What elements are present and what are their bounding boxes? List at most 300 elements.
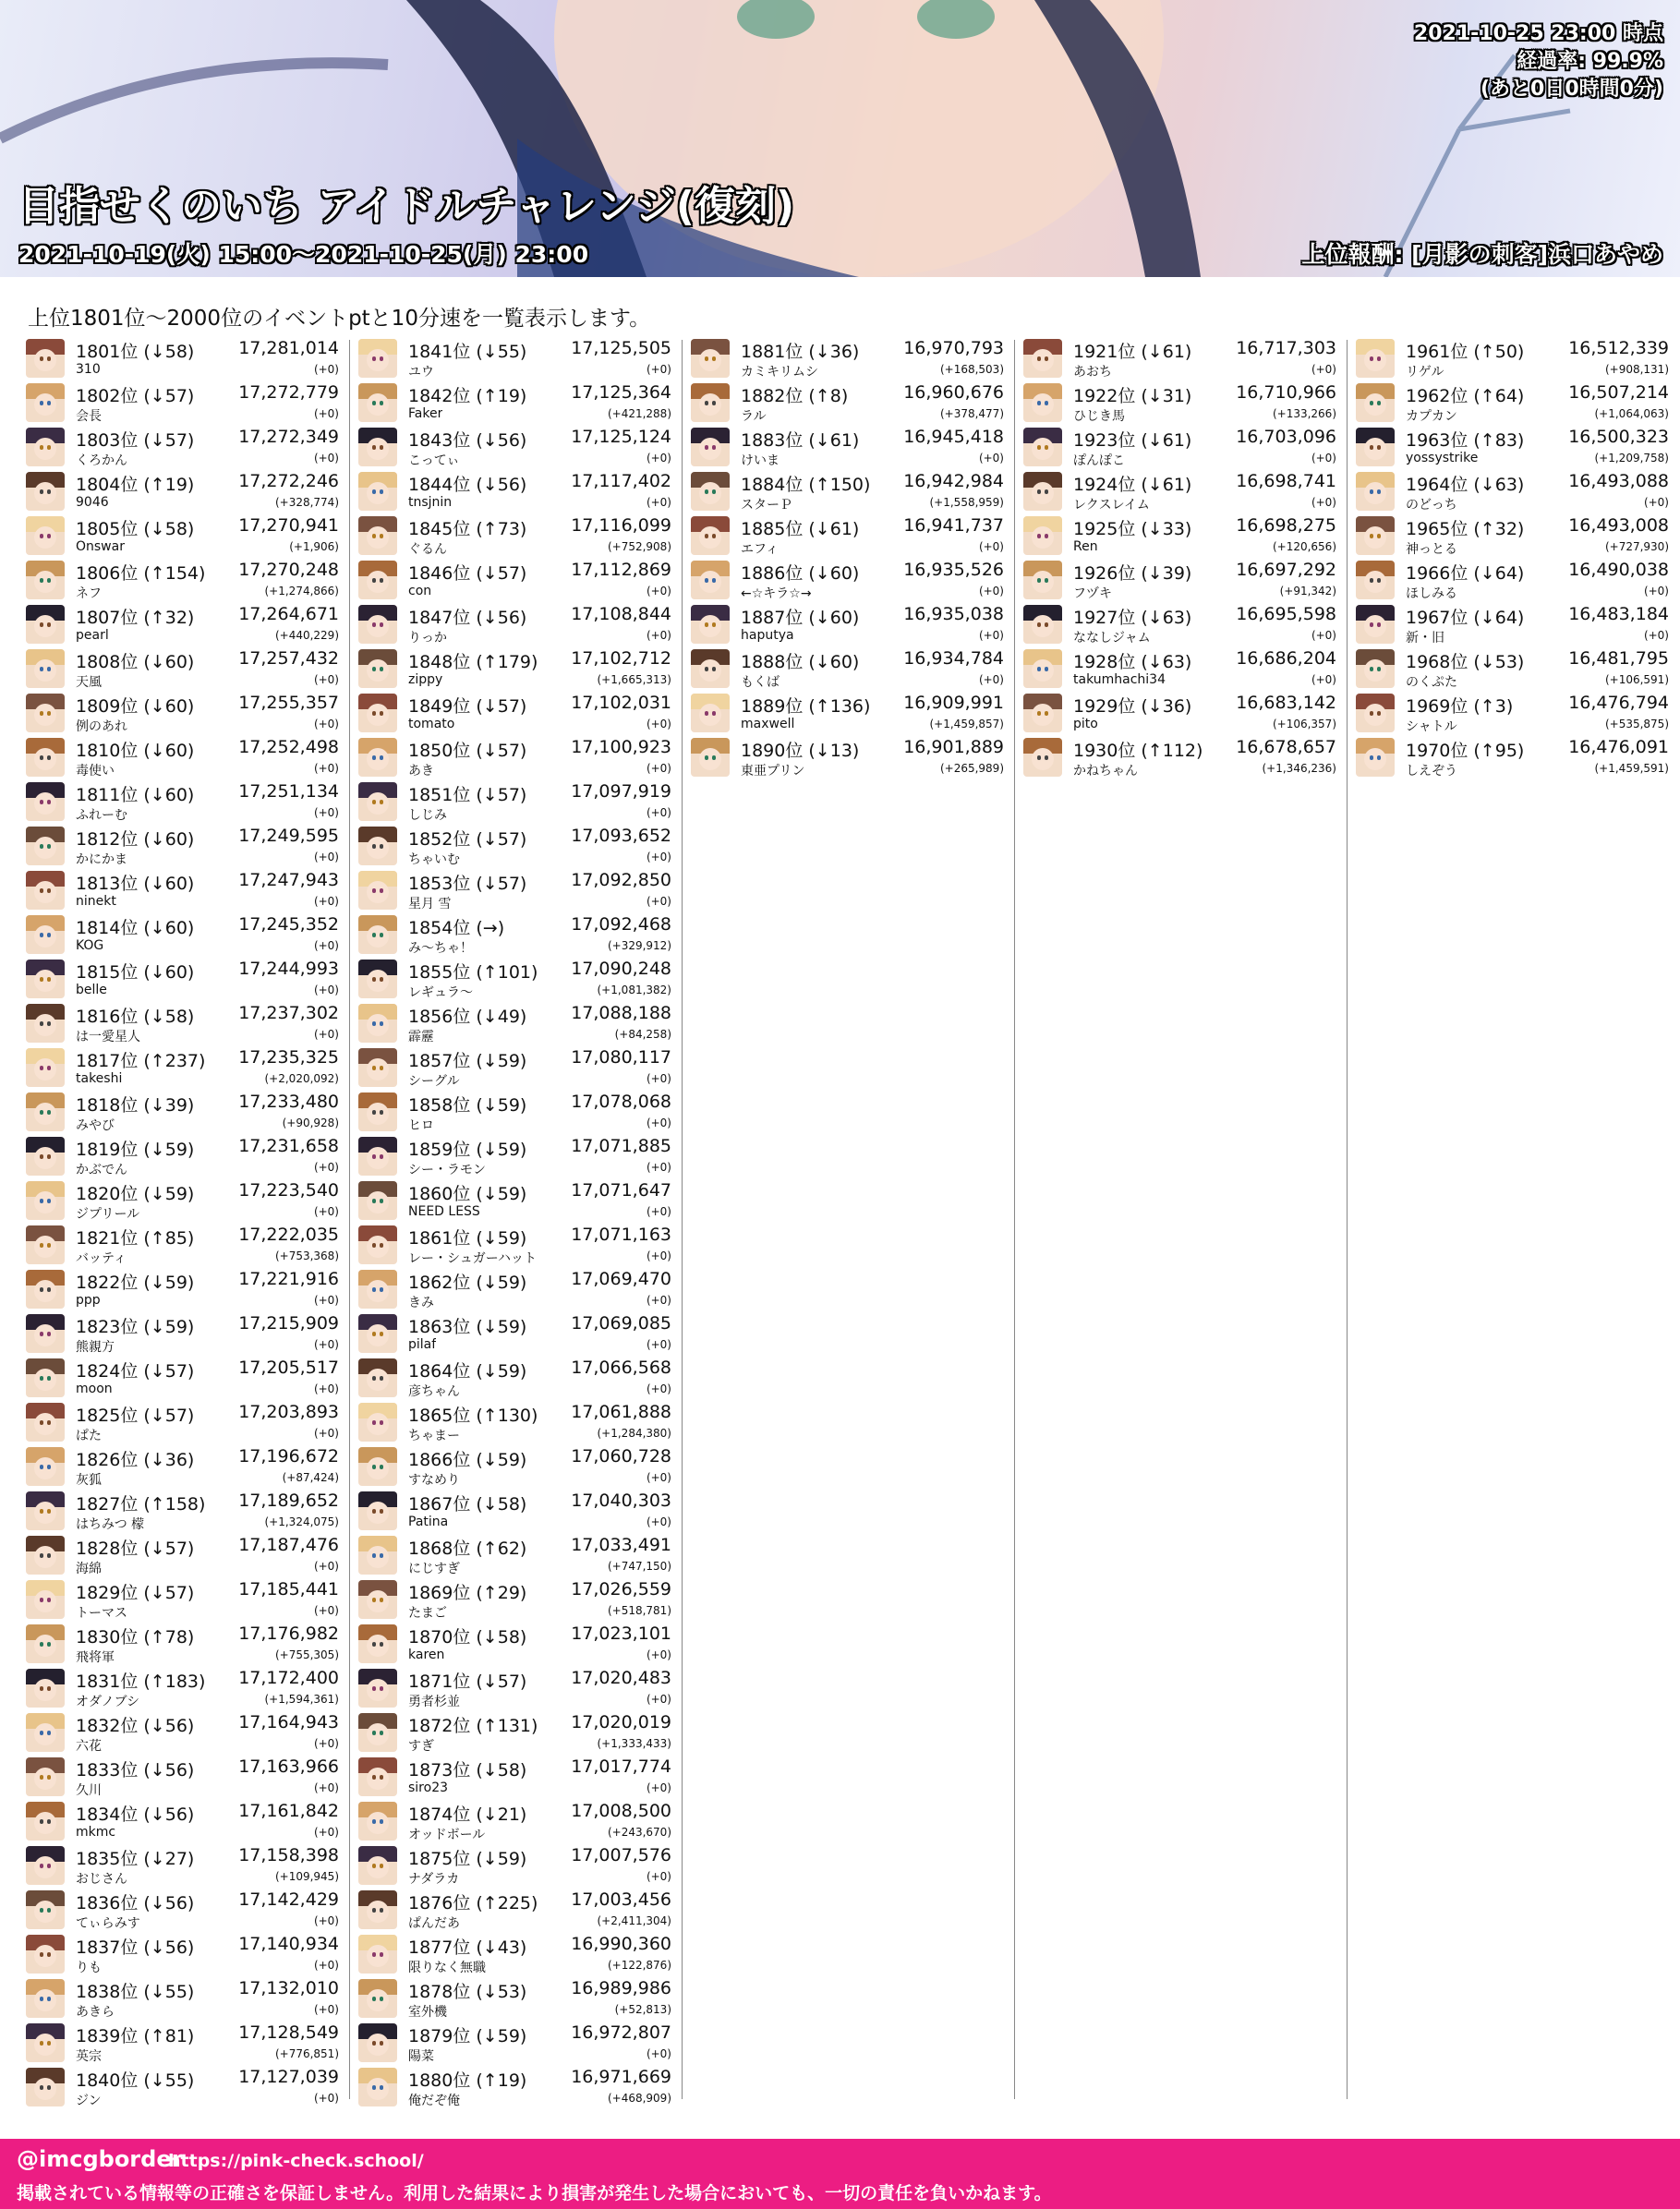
avatar-eye [1370, 755, 1373, 760]
idol-avatar [26, 2068, 65, 2106]
event-points: 17,003,456 [571, 1889, 671, 1910]
event-points: 17,172,400 [238, 1668, 339, 1688]
rank-label: 1804位 (↑19) [76, 475, 195, 495]
ten-minute-speed: (+1,459,857) [929, 718, 1004, 730]
rank-label: 1855位 (↑101) [408, 962, 538, 983]
avatar-eye [372, 800, 376, 804]
player-name: 陽菜 [408, 2049, 434, 2064]
avatar-eye [47, 1997, 51, 2001]
ten-minute-speed: (+518,781) [607, 1604, 671, 1617]
avatar-eye [47, 977, 51, 982]
event-points: 17,116,099 [571, 515, 671, 536]
avatar-eye [1370, 578, 1373, 583]
idol-avatar [26, 383, 65, 422]
ranking-entry [358, 1178, 677, 1223]
avatar-eye [47, 888, 51, 893]
avatar-eye [705, 401, 708, 405]
player-name: 毒使い [76, 764, 115, 779]
idol-avatar [358, 1713, 397, 1752]
player-name: zippy [408, 672, 443, 687]
idol-avatar [358, 1580, 397, 1619]
avatar-face [367, 1546, 389, 1568]
idol-avatar [358, 383, 397, 422]
avatar-eye [705, 622, 708, 627]
ten-minute-speed: (+0) [1643, 496, 1669, 509]
event-points: 17,069,470 [571, 1269, 671, 1289]
avatar-eye [380, 2041, 383, 2046]
idol-avatar [358, 1536, 397, 1575]
avatar-eye [47, 1332, 51, 1336]
avatar-eye [372, 1199, 376, 1203]
event-points: 16,909,991 [903, 693, 1004, 713]
ten-minute-speed: (+0) [646, 452, 671, 465]
avatar-eye [712, 401, 716, 405]
rank-label: 1866位 (↓59) [408, 1450, 527, 1470]
avatar-eye [372, 356, 376, 361]
avatar-face [1032, 482, 1054, 504]
ten-minute-speed: (+0) [646, 496, 671, 509]
ranking-entry [26, 1577, 344, 1622]
rank-label: 1849位 (↓57) [408, 696, 527, 717]
avatar-eye [705, 667, 708, 671]
event-points: 17,163,966 [238, 1756, 339, 1777]
account-handle[interactable]: @imcgborder [17, 2146, 183, 2172]
idol-avatar [26, 2023, 65, 2062]
player-name: リゲル [1406, 365, 1444, 380]
avatar-eye [1045, 489, 1048, 494]
avatar-eye [705, 711, 708, 716]
idol-avatar [358, 1181, 397, 1220]
avatar-eye [1037, 356, 1041, 361]
rank-label: 1810位 (↓60) [76, 741, 195, 761]
avatar-eye [380, 534, 383, 538]
avatar-eye [47, 622, 51, 627]
ranking-entry [358, 1356, 677, 1400]
ranking-entry [1356, 425, 1674, 469]
avatar-eye [372, 1553, 376, 1558]
avatar-eye [380, 711, 383, 716]
ten-minute-speed: (+0) [646, 1870, 671, 1883]
avatar-eye [1370, 401, 1373, 405]
avatar-eye [380, 888, 383, 893]
rank-label: 1856位 (↓49) [408, 1007, 527, 1027]
avatar-eye [40, 933, 43, 937]
rank-label: 1819位 (↓59) [76, 1140, 195, 1160]
event-points: 16,490,038 [1568, 560, 1669, 580]
avatar-face [34, 1502, 56, 1524]
event-points: 17,237,302 [238, 1003, 339, 1023]
rank-label: 1886位 (↓60) [741, 563, 860, 584]
avatar-eye [47, 1775, 51, 1780]
avatar-eye [40, 1465, 43, 1469]
event-points: 16,941,737 [903, 515, 1004, 536]
ten-minute-speed: (+106,591) [1604, 673, 1669, 686]
ranking-column [26, 336, 344, 2109]
avatar-eye [380, 1775, 383, 1780]
rank-label: 1875位 (↓59) [408, 1849, 527, 1869]
ten-minute-speed: (+0) [646, 1693, 671, 1706]
avatar-eye [380, 1686, 383, 1691]
idol-avatar [358, 1669, 397, 1708]
event-points: 17,127,039 [238, 2067, 339, 2087]
rank-label: 1859位 (↓59) [408, 1140, 527, 1160]
ranking-entry [1356, 380, 1674, 425]
player-name: スターＰ [741, 498, 792, 513]
avatar-eye [712, 356, 716, 361]
player-name: NEED LESS [408, 1204, 480, 1219]
player-name: レギュラ〜 [408, 985, 473, 1000]
avatar-eye [372, 1420, 376, 1425]
avatar-face [34, 970, 56, 992]
avatar-eye [40, 1199, 43, 1203]
ten-minute-speed: (+1,209,758) [1594, 452, 1669, 465]
avatar-eye [705, 534, 708, 538]
rank-label: 1802位 (↓57) [76, 386, 195, 406]
rank-label: 1832位 (↓56) [76, 1716, 195, 1736]
event-points: 17,249,595 [238, 826, 339, 846]
idol-avatar [358, 1270, 397, 1309]
rank-label: 1854位 (→) [408, 918, 505, 938]
event-points: 17,088,188 [571, 1003, 671, 1023]
idol-avatar [358, 1314, 397, 1353]
event-points: 17,255,357 [238, 693, 339, 713]
event-points: 16,697,292 [1236, 560, 1336, 580]
player-name: エフィ [741, 542, 779, 557]
avatar-eye [47, 933, 51, 937]
player-name: ななしジャム [1073, 631, 1151, 646]
ranking-entry [358, 513, 677, 558]
avatar-face [34, 1945, 56, 1967]
ranking-entry [26, 1755, 344, 1799]
player-name: レクスレイム [1073, 498, 1150, 513]
avatar-eye [47, 1110, 51, 1115]
rank-label: 1839位 (↑81) [76, 2026, 195, 2046]
avatar-eye [380, 622, 383, 627]
ranking-entry [1023, 602, 1342, 646]
ten-minute-speed: (+0) [646, 1648, 671, 1661]
avatar-eye [1037, 534, 1041, 538]
idol-avatar [691, 339, 730, 378]
ranking-entry [358, 1489, 677, 1533]
ranking-entry [358, 1843, 677, 1888]
event-points: 17,140,934 [238, 1934, 339, 1954]
idol-avatar [358, 1048, 397, 1087]
ten-minute-speed: (+0) [313, 1427, 339, 1440]
avatar-eye [40, 1376, 43, 1381]
ranking-entry [26, 425, 344, 469]
time-remaining: (あと0日0時間0分) [1480, 78, 1663, 101]
idol-avatar [1023, 383, 1062, 422]
ten-minute-speed: (+421,288) [607, 407, 671, 420]
rank-label: 1811位 (↓60) [76, 785, 195, 805]
idol-avatar [358, 428, 397, 466]
avatar-face [1032, 393, 1054, 416]
avatar-face [34, 1014, 56, 1036]
rank-label: 1873位 (↓58) [408, 1760, 527, 1780]
event-points: 17,164,943 [238, 1712, 339, 1732]
avatar-eye [47, 1642, 51, 1647]
ten-minute-speed: (+87,424) [282, 1471, 339, 1484]
avatar-face [699, 482, 721, 504]
player-name: 勇者杉並 [408, 1695, 460, 1709]
event-points: 17,092,850 [571, 870, 671, 890]
column-divider [349, 340, 350, 2099]
player-name: りっか [408, 631, 447, 646]
avatar-eye [1370, 489, 1373, 494]
idol-avatar [1023, 605, 1062, 644]
avatar-face [699, 659, 721, 682]
player-name: くろかん [76, 453, 127, 468]
ranking-entry [1356, 691, 1674, 735]
event-points: 17,108,844 [571, 604, 671, 624]
event-points: 16,945,418 [903, 427, 1004, 447]
avatar-eye [40, 1997, 43, 2001]
event-points: 17,252,498 [238, 737, 339, 757]
avatar-eye [372, 1110, 376, 1115]
ten-minute-speed: (+1,594,361) [264, 1693, 339, 1706]
ten-minute-speed: (+0) [313, 1826, 339, 1839]
avatar-face [34, 1324, 56, 1346]
player-name: ジン [76, 2094, 102, 2108]
player-name: オダノブシ [76, 1695, 140, 1709]
rank-label: 1845位 (↑73) [408, 519, 527, 539]
event-points: 16,935,526 [903, 560, 1004, 580]
idol-avatar [26, 1314, 65, 1353]
avatar-eye [47, 1864, 51, 1868]
avatar-eye [47, 1243, 51, 1248]
event-points: 17,221,916 [238, 1269, 339, 1289]
avatar-eye [47, 578, 51, 583]
ranking-entry [26, 1267, 344, 1311]
ranking-entry [358, 1444, 677, 1489]
avatar-face [1364, 748, 1386, 770]
site-link[interactable]: https://pink-check.school/ [168, 2151, 424, 2171]
avatar-eye [40, 1553, 43, 1558]
avatar-eye [40, 1775, 43, 1780]
idol-avatar [1356, 516, 1395, 555]
player-name: かねちゃん [1073, 764, 1138, 779]
avatar-eye [47, 534, 51, 538]
event-points: 17,272,779 [238, 382, 339, 403]
player-name: pilaf [408, 1337, 437, 1352]
avatar-face [34, 1812, 56, 1834]
avatar-eye [47, 1066, 51, 1070]
avatar-eye [1037, 489, 1041, 494]
ranking-entry [26, 513, 344, 558]
avatar-eye [1037, 711, 1041, 716]
idol-avatar [1356, 694, 1395, 732]
rank-label: 1968位 (↓53) [1406, 652, 1525, 672]
avatar-face [34, 1590, 56, 1612]
avatar-face [34, 1635, 56, 1657]
event-points: 17,270,941 [238, 515, 339, 536]
avatar-eye [40, 534, 43, 538]
idol-avatar [26, 1092, 65, 1131]
avatar-eye [47, 1154, 51, 1159]
ten-minute-speed: (+0) [646, 1161, 671, 1174]
ten-minute-speed: (+1,906) [289, 540, 339, 553]
avatar-eye [380, 800, 383, 804]
event-points: 17,092,468 [571, 914, 671, 935]
avatar-eye [1045, 667, 1048, 671]
rank-label: 1806位 (↑154) [76, 563, 206, 584]
event-points: 16,972,807 [571, 2022, 671, 2043]
avatar-face [367, 970, 389, 992]
ranking-column [691, 336, 1009, 2109]
idol-avatar [26, 1447, 65, 1486]
avatar-face [34, 925, 56, 948]
rank-label: 1922位 (↓31) [1073, 386, 1192, 406]
avatar-eye [372, 1864, 376, 1868]
idol-avatar [1023, 516, 1062, 555]
avatar-face [34, 748, 56, 770]
ten-minute-speed: (+0) [1311, 363, 1336, 376]
avatar-eye [47, 1376, 51, 1381]
rank-label: 1833位 (↓56) [76, 1760, 195, 1780]
rank-label: 1921位 (↓61) [1073, 342, 1192, 362]
event-points: 16,683,142 [1236, 693, 1336, 713]
player-name: シーグル [408, 1074, 460, 1089]
ten-minute-speed: (+1,558,959) [929, 496, 1004, 509]
ranking-entry [26, 824, 344, 868]
player-name: maxwell [741, 717, 795, 731]
ten-minute-speed: (+0) [646, 1515, 671, 1528]
player-name: belle [76, 983, 107, 997]
idol-avatar [26, 1580, 65, 1619]
idol-avatar [358, 1890, 397, 1929]
avatar-face [367, 792, 389, 815]
avatar-eye [1370, 356, 1373, 361]
ranking-entry [358, 469, 677, 513]
avatar-face [367, 704, 389, 726]
ranking-entry [26, 1666, 344, 1710]
event-points: 17,196,672 [238, 1446, 339, 1467]
avatar-face [34, 1147, 56, 1169]
ranking-entry [1023, 691, 1342, 735]
player-name: ラル [741, 409, 767, 424]
avatar-eye [40, 1066, 43, 1070]
ranking-entry [358, 824, 677, 868]
avatar-eye [380, 667, 383, 671]
rank-label: 1821位 (↑85) [76, 1228, 195, 1249]
idol-avatar [358, 1225, 397, 1264]
avatar-eye [380, 1110, 383, 1115]
ranking-entry [358, 646, 677, 691]
ten-minute-speed: (+0) [1311, 673, 1336, 686]
event-points: 17,007,576 [571, 1845, 671, 1865]
player-name: てぃらみす [76, 1916, 140, 1931]
player-name: yossystrike [1406, 451, 1479, 465]
player-name: すなめり [408, 1473, 460, 1488]
ranking-entry [358, 1134, 677, 1178]
avatar-face [699, 704, 721, 726]
ranking-entry [691, 735, 1009, 779]
ranking-entry [26, 1444, 344, 1489]
idol-avatar [691, 694, 730, 732]
avatar-eye [47, 1598, 51, 1602]
ten-minute-speed: (+0) [646, 762, 671, 775]
event-points: 17,125,505 [571, 338, 671, 358]
idol-avatar [358, 2068, 397, 2106]
player-name: 例のあれ [76, 719, 127, 734]
rank-label: 1925位 (↓33) [1073, 519, 1192, 539]
player-name: 東亜プリン [741, 764, 805, 779]
event-points: 17,020,483 [571, 1668, 671, 1688]
ten-minute-speed: (+52,813) [614, 2003, 671, 2016]
ten-minute-speed: (+1,346,236) [1262, 762, 1336, 775]
player-name: Onswar [76, 539, 125, 554]
avatar-face [34, 1768, 56, 1790]
event-points: 16,512,339 [1568, 338, 1669, 358]
avatar-face [367, 438, 389, 460]
avatar-eye [40, 1731, 43, 1735]
ten-minute-speed: (+120,656) [1272, 540, 1336, 553]
avatar-face [34, 1413, 56, 1435]
player-name: 9046 [76, 495, 109, 510]
avatar-face [34, 1457, 56, 1479]
event-points: 17,231,658 [238, 1136, 339, 1156]
rank-label: 1861位 (↓59) [408, 1228, 527, 1249]
avatar-eye [47, 1731, 51, 1735]
avatar-face [34, 571, 56, 593]
event-points: 17,020,019 [571, 1712, 671, 1732]
avatar-eye [372, 1066, 376, 1070]
ranking-entry [358, 868, 677, 912]
player-name: 海綿 [76, 1562, 102, 1576]
player-name: ひじき馬 [1073, 409, 1125, 424]
player-name: 限りなく無職 [408, 1961, 486, 1975]
rank-label: 1851位 (↓57) [408, 785, 527, 805]
idol-avatar [1023, 339, 1062, 378]
avatar-eye [47, 2085, 51, 2090]
event-points: 17,222,035 [238, 1225, 339, 1245]
event-points: 16,970,793 [903, 338, 1004, 358]
avatar-eye [40, 401, 43, 405]
idol-avatar [26, 1802, 65, 1841]
ranking-entry [26, 1400, 344, 1444]
ranking-entry [1356, 469, 1674, 513]
avatar-face [367, 1147, 389, 1169]
avatar-eye [40, 1642, 43, 1647]
player-name: りも [76, 1961, 102, 1975]
avatar-eye [1377, 578, 1381, 583]
avatar-face [34, 349, 56, 371]
event-points: 17,272,246 [238, 471, 339, 491]
ranking-entry [26, 1843, 344, 1888]
avatar-eye [40, 1420, 43, 1425]
idol-avatar [1356, 649, 1395, 688]
avatar-eye [372, 1021, 376, 1026]
avatar-eye [40, 445, 43, 450]
player-name: siro23 [408, 1780, 449, 1795]
rank-label: 1818位 (↓39) [76, 1095, 195, 1116]
timestamp-block [1414, 20, 1663, 103]
player-name: もくば [741, 675, 780, 690]
ten-minute-speed: (+2,411,304) [597, 1914, 671, 1927]
rank-label: 1814位 (↓60) [76, 918, 195, 938]
player-name: ←☆キラ☆→ [741, 586, 812, 601]
player-name: 俺だぞ俺 [408, 2094, 460, 2108]
player-name: 熊親方 [76, 1340, 115, 1355]
rank-label: 1884位 (↑150) [741, 475, 871, 495]
avatar-eye [372, 844, 376, 849]
rank-label: 1829位 (↓57) [76, 1583, 195, 1603]
rank-label: 1831位 (↑183) [76, 1672, 206, 1692]
ranking-entry [26, 779, 344, 824]
rank-label: 1863位 (↓59) [408, 1317, 527, 1337]
rank-label: 1874位 (↓21) [408, 1805, 527, 1825]
ranking-column [1023, 336, 1342, 2109]
